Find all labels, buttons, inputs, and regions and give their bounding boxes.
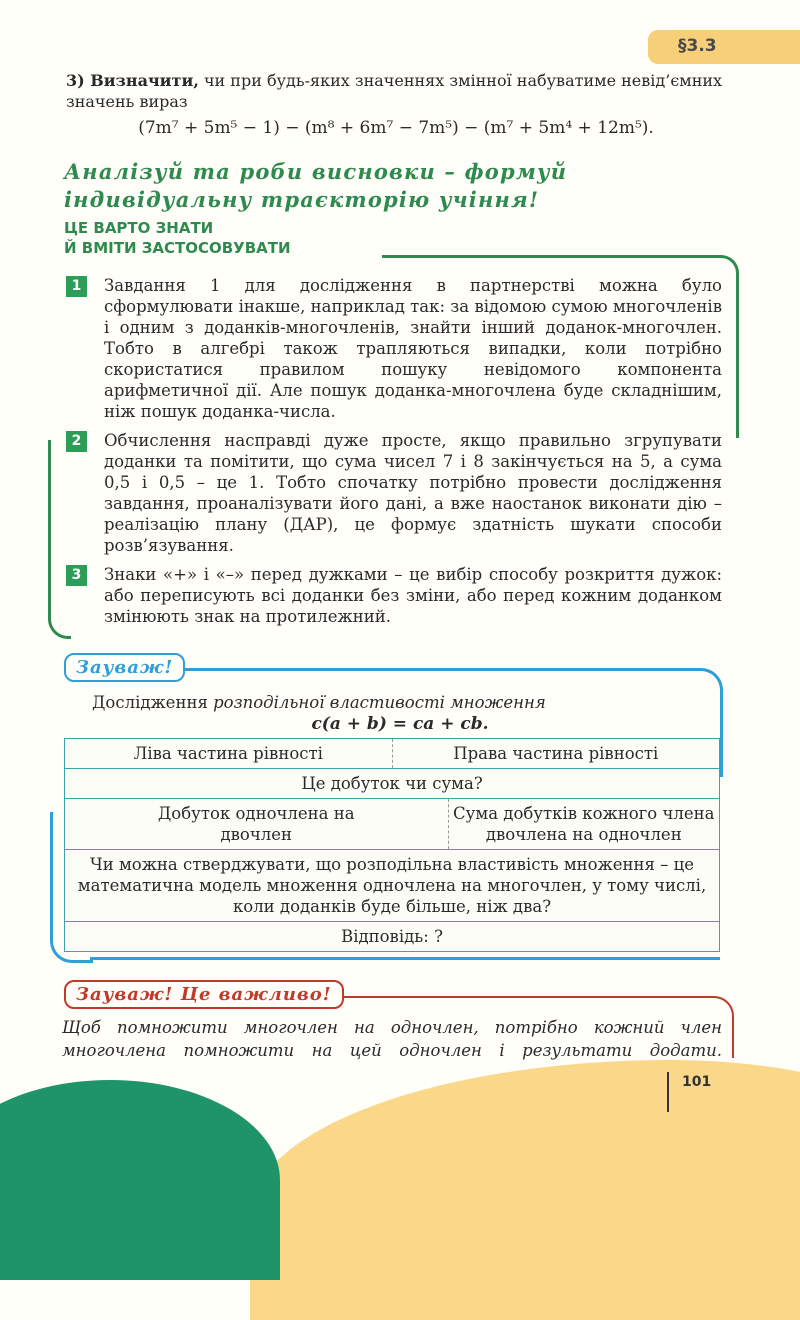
item-text: Завдання 1 для дослідження в партнерстві можна було сформулювати інакше, наприклад так: за відомою сумою многочленів і одним з доданків-многочленів, знайти інший доданок-многочлен. Тобто в алгебрі також трапляються випадки, коли потрібно скористатися правилом пошуку невідомого компонента арифметичної дії. Але пошук доданка-многочлена буде складнішим, ніж пошук доданка-числа. (104, 276, 722, 421)
note-intro-text: Дослідження (92, 693, 214, 712)
item-number-badge: 1 (66, 276, 87, 297)
list-item (66, 564, 722, 627)
list-item (66, 275, 722, 422)
table-cell: Сума добутків кожного члена двочлена на одночлен (453, 804, 715, 844)
research-table (64, 738, 720, 952)
task-3 (66, 70, 726, 138)
note-intro (92, 692, 546, 713)
table-cell: Відповідь: ? (341, 927, 443, 946)
table-row (65, 798, 719, 849)
table-cell: Це добуток чи сума? (301, 774, 483, 793)
distributive-formula: c(a + b) = ca + cb. (311, 714, 489, 734)
item-number-badge: 2 (66, 431, 87, 452)
blue-frame-bottom (90, 957, 720, 960)
section-title-line2: Й ВМІТИ ЗАСТОСОВУВАТИ (64, 239, 291, 257)
section-title-line1: ЦЕ ВАРТО ЗНАТИ (64, 219, 214, 237)
table-row (65, 739, 719, 768)
table-cell: Ліва частина рівності (65, 739, 393, 768)
section-tab (648, 30, 800, 64)
important-note-label: Зауваж! Це важливо! (64, 980, 344, 1009)
decorative-wave-green (0, 1080, 280, 1280)
page-number: 101 (682, 1074, 712, 1090)
table-cell: Чи можна стверджувати, що розподільна властивість множення – це математична модель множення одночлена на многочлен, у тому числі, коли доданків буде більше, ніж два? (77, 855, 707, 916)
item-text: Обчислення насправді дуже просте, якщо правильно згрупувати доданки та помітити, що сума чисел 7 і 8 закінчується на 5, а сума 0,5 і 0,5 – це 1. Тобто спочатку потрібно провести дослідження завдання, проаналізувати його дані, а вже наостанок виконати дію – реалізацію плану (ДАР), це формує здатність шукати способи розв’язування. (104, 431, 722, 555)
frame-mask (330, 630, 750, 642)
task-3-text: чи при будь-яких значеннях змінної набуватиме невід’ємних значень вираз (66, 71, 723, 111)
page-divider (667, 1072, 669, 1112)
table-cell: Права частина рівності (453, 744, 659, 763)
task-3-label: 3) Визначити, (66, 71, 199, 90)
section-number: §3.3 (678, 36, 717, 56)
decorative-wave-yellow (250, 1060, 800, 1320)
table-row (65, 921, 719, 951)
analysis-heading: Аналізуй та роби висновки – формуй індивідуальну траєкторію учіння! (64, 159, 568, 212)
section-title (64, 218, 291, 258)
table-row (65, 849, 719, 921)
note-intro-italic: розподільної властивості множення (213, 693, 546, 712)
multiplication-rule: Щоб помножити многочлен на одночлен, потрібно кожний член многочлена помножити на цей одночлен і результати додати. (62, 1018, 722, 1060)
table-row (65, 768, 719, 798)
note-label: Зауваж! (64, 653, 185, 682)
task-3-formula: (7m⁷ + 5m⁵ − 1) − (m⁸ + 6m⁷ − 7m⁵) − (m⁷ + 5m⁴ + 12m⁵). (138, 118, 654, 138)
item-number-badge: 3 (66, 565, 87, 586)
item-text: Знаки «+» і «–» перед дужками – це вибір способу розкриття дужок: або переписують всі доданки без зміни, або перед кожним доданком змінюють знак на протилежний. (104, 565, 722, 626)
list-item (66, 430, 722, 556)
frame-mask (730, 438, 742, 648)
table-cell: Добуток одночлена на двочлен (65, 799, 449, 849)
